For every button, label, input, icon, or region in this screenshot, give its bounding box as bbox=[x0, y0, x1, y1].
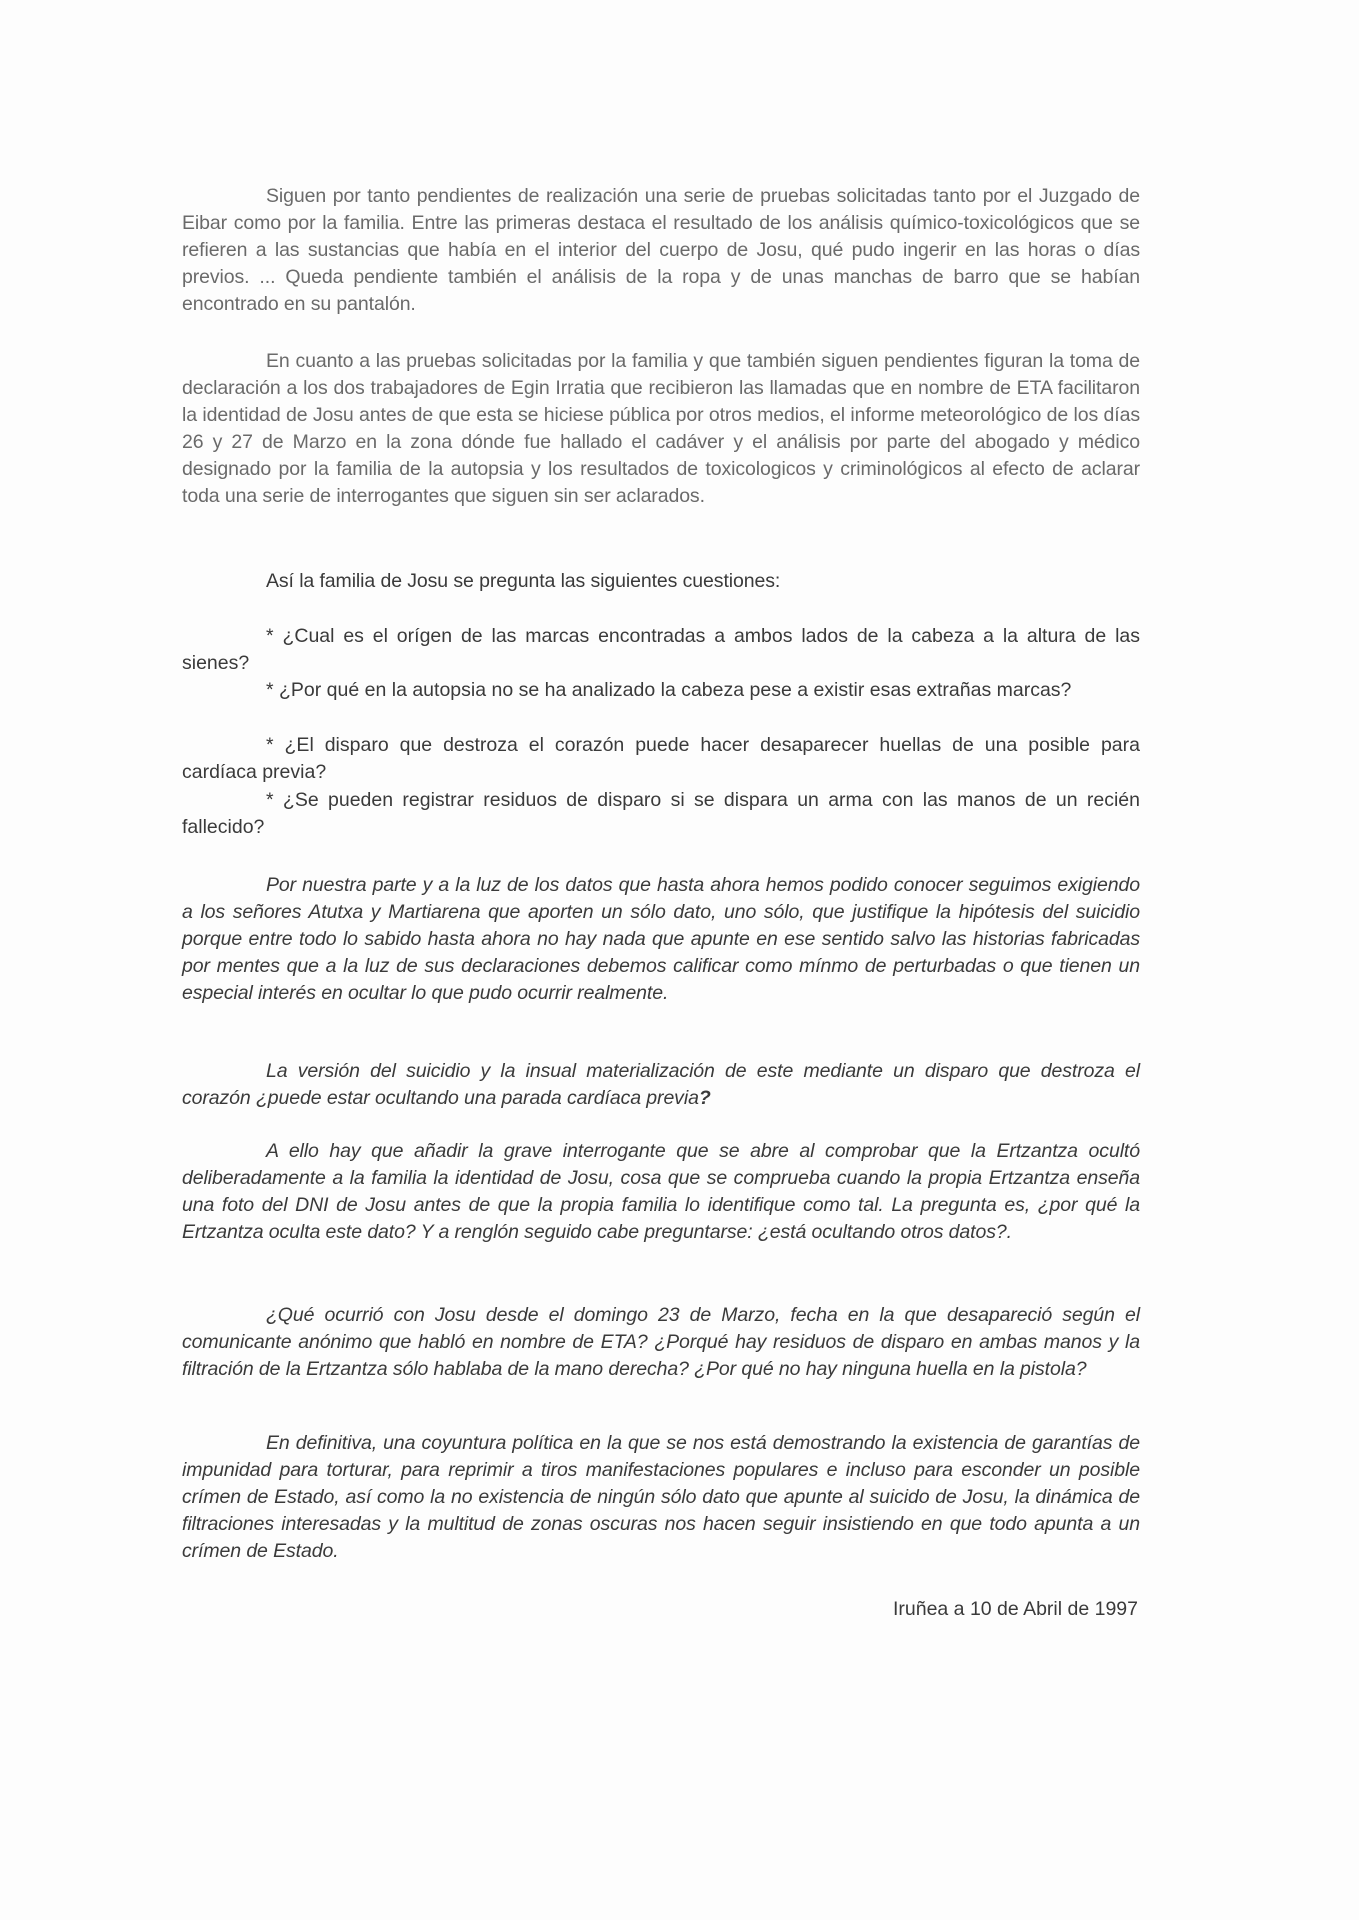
paragraph-suicide-version-text: La versión del suicidio y la insual materialización de este mediante un disparo que destroza el corazón ¿puede estar ocultando una parada cardíaca previa bbox=[182, 1060, 1140, 1109]
paragraph-family-tests: En cuanto a las pruebas solicitadas por la familia y que también siguen pendientes figuran la toma de declaración a los dos trabajadores de Egin Irratia que recibieron las llamadas que en nombre de ETA facilitaron la identidad de Josu antes de que esta se hiciese pública por otros medios, el informe meteorológico de los días 26 y 27 de Marzo en la zona dónde fue hallado el cadáver y el análisis por parte del abogado y médico designado por la familia de la autopsia y los resultados de toxicologicos y criminológicos al efecto de aclarar toda una serie de interrogantes que siguen sin ser aclarados. bbox=[182, 350, 1140, 507]
paragraph-family-questions-intro: Así la familia de Josu se pregunta las siguientes cuestiones: bbox=[266, 570, 781, 592]
question-item: * ¿El disparo que destroza el corazón puede hacer desaparecer huellas de una posible para cardíaca previa? bbox=[182, 734, 1140, 783]
paragraph-ertzantza-concealment: A ello hay que añadir la grave interrogante que se abre al comprobar que la Ertzantza ocultó deliberadamente a la familia la identidad de Josu, cosa que se comprueba cuando la propia Ertzantza enseña una foto del DNI de Josu antes de que la propia familia lo identifique como tal. La pregunta es, ¿por qué la Ertzantza oculta este dato? Y a renglón seguido cabe preguntarse: ¿está ocultando otros datos?. bbox=[182, 1140, 1140, 1243]
question-item: * ¿Por qué en la autopsia no se ha analizado la cabeza pese a existir esas extrañas marcas? bbox=[266, 679, 1072, 701]
paragraph-conclusion: En definitiva, una coyuntura política en la que se nos está demostrando la existencia de garantías de impunidad para torturar, para reprimir a tiros manifestaciones populares e incluso para esconder un posible crímen de Estado, así como la no existencia de ningún sólo dato que apunte al suicido de Josu, la dinámica de filtraciones interesadas y la multitud de zonas oscuras nos hacen seguir insistiendo en que todo apunta a un crímen de Estado. bbox=[182, 1432, 1140, 1562]
paragraph-pending-tests: Siguen por tanto pendientes de realización una serie de pruebas solicitadas tanto por el Juzgado de Eibar como por la familia. Entre las primeras destaca el resultado de los análisis químico-toxicológicos que se refieren a las sustancias que había en el interior del cuerpo de Josu, qué pudo ingerir en las horas o días previos. ... Queda pendiente también el análisis de la ropa y de unas manchas de barro que se habían encontrado en su pantalón. bbox=[182, 185, 1140, 315]
paragraph-demand-data: Por nuestra parte y a la luz de los datos que hasta ahora hemos podido conocer seguimos exigiendo a los señores Atutxa y Martiarena que aporten un sólo dato, uno sólo, que justifique la hipótesis del suicidio porque entre todo lo sabido hasta ahora no hay nada que apunte en ese sentido salvo las historias fabricadas por mentes que a la luz de sus declaraciones debemos calificar como mínmo de perturbadas o que tienen un especial interés en ocultar lo que pudo ocurrir realmente. bbox=[182, 874, 1140, 1004]
paragraph-suicide-version-end: ? bbox=[698, 1087, 711, 1109]
paragraph-suicide-version bbox=[182, 1058, 1140, 1112]
signature-date: Iruñea a 10 de Abril de 1997 bbox=[892, 1598, 1138, 1620]
paragraph-what-happened: ¿Qué ocurrió con Josu desde el domingo 23 de Marzo, fecha en la que desapareció según el comunicante anónimo que habló en nombre de ETA? ¿Porqué hay residuos de disparo en ambas manos y la filtración de la Ertzantza sólo hablaba de la mano derecha? ¿Por qué no hay ninguna huella en la pistola? bbox=[182, 1304, 1140, 1380]
question-item: * ¿Se pueden registrar residuos de disparo si se dispara un arma con las manos de un recién fallecido? bbox=[182, 789, 1140, 838]
question-item: * ¿Cual es el orígen de las marcas encontradas a ambos lados de la cabeza a la altura de las sienes? bbox=[182, 625, 1140, 674]
